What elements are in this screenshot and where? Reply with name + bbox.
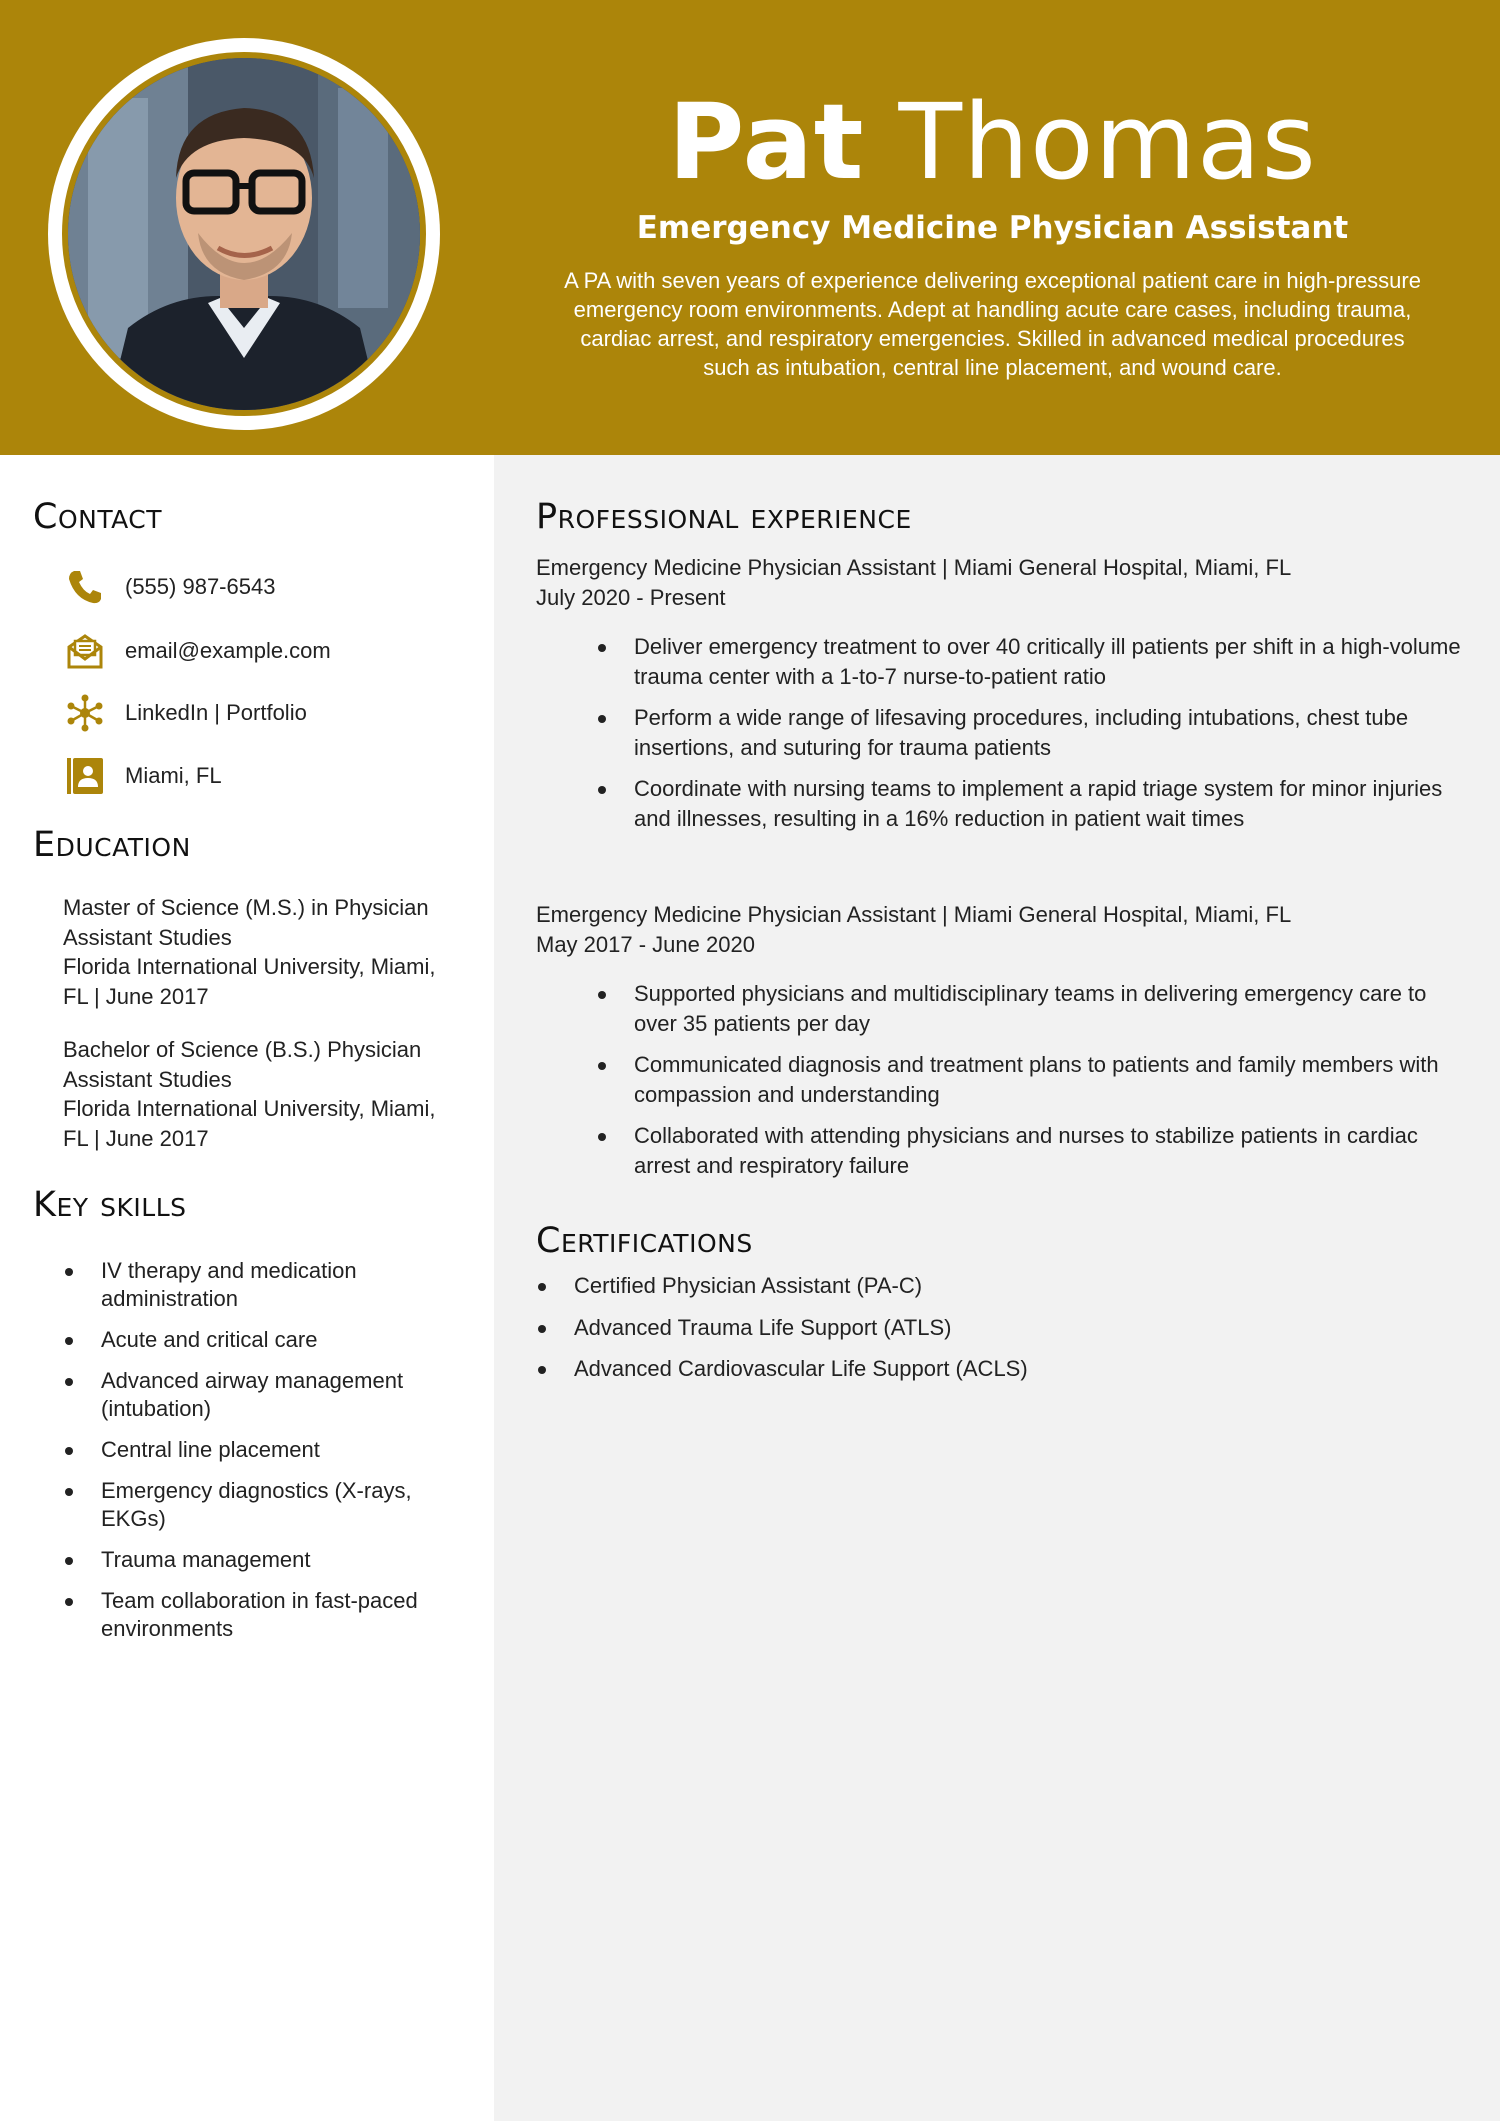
job-bullet: Communicated diagnosis and treatment plans to patients and family members with compassion and understanding — [596, 1050, 1466, 1109]
job-entry-2 — [536, 900, 1466, 959]
network-icon — [63, 691, 107, 735]
skills-list — [63, 1257, 473, 1656]
job-bullet: Coordinate with nursing teams to implement a rapid triage system for minor injuries and illnesses, resulting in a 16% reduction in patient wait times — [596, 774, 1466, 833]
profile-photo-illustration — [68, 58, 420, 410]
education-school: Florida International University, Miami, FL | June 2017 — [63, 1096, 436, 1151]
job-role: Emergency Medicine Physician Assistant | Miami General Hospital, Miami, FL — [536, 555, 1292, 580]
certification-item: Certified Physician Assistant (PA-C) — [536, 1271, 1466, 1301]
certification-item: Advanced Trauma Life Support (ATLS) — [536, 1313, 1466, 1343]
contact-phone — [63, 565, 275, 609]
profile-summary: A PA with seven years of experience delivering exceptional patient care in high-pressure emergency room environments. Adept at handling acute care cases, including trauma, cardiac arrest, and respiratory emergencies. Skilled in advanced medical procedures such as intubation, central line placement, and wound care. — [564, 268, 1421, 380]
skill-item: Acute and critical care — [63, 1326, 473, 1354]
job-bullet: Supported physicians and multidisciplinary teams in delivering emergency care to over 35 patients per day — [596, 979, 1466, 1038]
first-name: Pat — [668, 81, 865, 203]
last-name: Thomas — [898, 81, 1317, 203]
job-dates: May 2017 - June 2020 — [536, 931, 755, 957]
job-1-bullets — [596, 632, 1466, 845]
linkedin-portfolio-links[interactable]: LinkedIn | Portfolio — [125, 700, 307, 725]
certifications-heading: Certifications — [536, 1221, 753, 1261]
job-title: Emergency Medicine Physician Assistant — [636, 210, 1349, 246]
skill-item: Trauma management — [63, 1546, 473, 1574]
job-bullet: Perform a wide range of lifesaving procedures, including intubations, chest tube insertions, and suturing for trauma patients — [596, 703, 1466, 762]
education-degree: Bachelor of Science (B.S.) Physician Assistant Studies — [63, 1037, 422, 1092]
education-heading: Education — [33, 825, 191, 865]
job-2-bullets — [596, 979, 1466, 1192]
skill-item: Team collaboration in fast-paced environments — [63, 1587, 473, 1643]
certification-item: Advanced Cardiovascular Life Support (ACLS) — [536, 1354, 1466, 1384]
skill-item: Advanced airway management (intubation) — [63, 1367, 473, 1423]
location-text: Miami, FL — [125, 763, 222, 788]
contact-email — [63, 629, 331, 673]
education-degree: Master of Science (M.S.) in Physician Assistant Studies — [63, 895, 429, 950]
candidate-name — [545, 82, 1440, 202]
education-entry-2 — [63, 1035, 463, 1153]
education-school: Florida International University, Miami, FL | June 2017 — [63, 954, 436, 1009]
job-entry-1 — [536, 553, 1466, 612]
skills-heading: Key skills — [33, 1185, 187, 1225]
certifications-list — [536, 1271, 1466, 1396]
skill-item: IV therapy and medication administration — [63, 1257, 473, 1313]
phone-icon — [63, 565, 107, 609]
contact-links — [63, 691, 307, 735]
email-address[interactable]: email@example.com — [125, 638, 331, 663]
profile-photo — [62, 52, 426, 416]
job-bullet: Collaborated with attending physicians and nurses to stabilize patients in cardiac arrest and respiratory failure — [596, 1121, 1466, 1180]
experience-heading: Professional experience — [536, 497, 912, 537]
job-role: Emergency Medicine Physician Assistant | Miami General Hospital, Miami, FL — [536, 902, 1292, 927]
email-icon — [63, 629, 107, 673]
profile-photo-frame — [48, 38, 440, 430]
education-entry-1 — [63, 893, 463, 1011]
header-banner — [0, 0, 1500, 455]
contact-heading: Contact — [33, 497, 163, 537]
contact-location — [63, 754, 222, 798]
location-card-icon — [63, 754, 107, 798]
skill-item: Central line placement — [63, 1436, 473, 1464]
phone-number[interactable]: (555) 987-6543 — [125, 574, 276, 599]
job-dates: July 2020 - Present — [536, 584, 726, 610]
job-bullet: Deliver emergency treatment to over 40 critically ill patients per shift in a high-volume trauma center with a 1-to-7 nurse-to-patient ratio — [596, 632, 1466, 691]
skill-item: Emergency diagnostics (X-rays, EKGs) — [63, 1477, 473, 1533]
